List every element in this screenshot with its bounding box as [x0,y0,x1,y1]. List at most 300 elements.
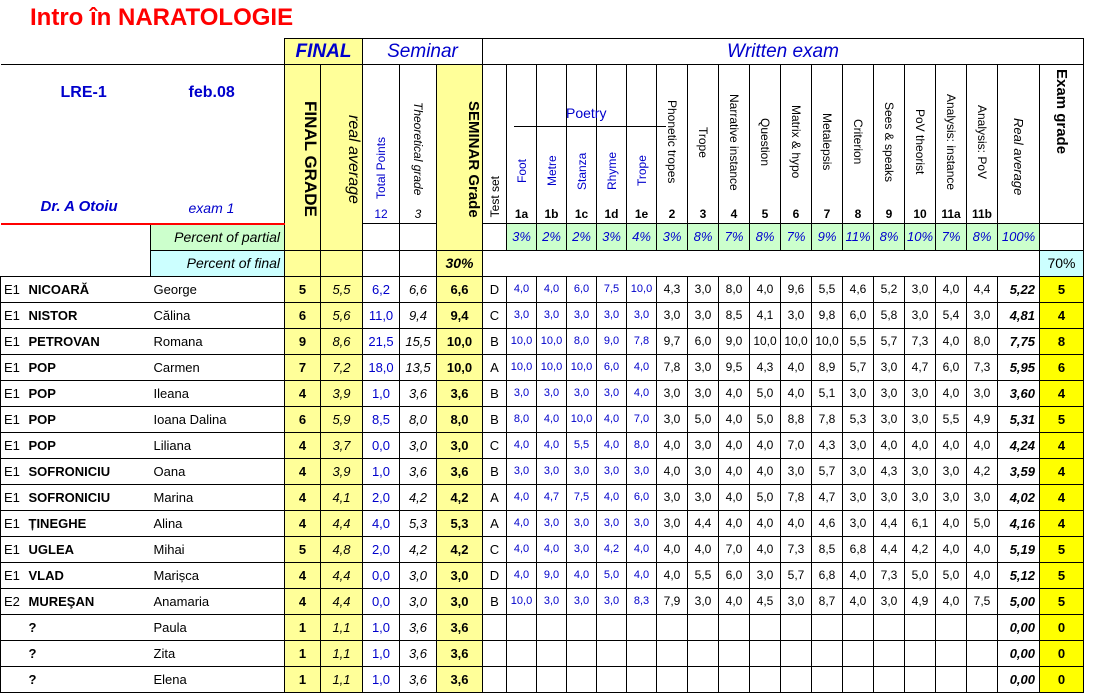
real-average: 5,9 [321,406,363,432]
score-11b [967,640,998,666]
score-1d: 3,0 [597,510,627,536]
seminar-grade: 6,6 [437,276,483,302]
student-surname: ȚINEGHE [25,510,151,536]
student-row[interactable] [1,510,1084,536]
student-first-name: Liliana [151,432,285,458]
score-11a: 5,0 [936,562,967,588]
score-1d: 6,0 [597,354,627,380]
score-6: 7,0 [781,432,812,458]
course-info [1,66,285,221]
question-header-1d [597,65,627,224]
poetry-group-label: Poetry [566,105,607,121]
score-6: 4,0 [781,510,812,536]
score-1e [627,666,657,692]
exam-real-average: 0,00 [998,614,1040,640]
total-points: 4,0 [363,510,400,536]
student-first-name: Marișca [151,562,285,588]
score-1e: 4,0 [627,354,657,380]
score-7: 4,3 [812,432,843,458]
score-6 [781,614,812,640]
blank [363,224,400,251]
score-11b: 3,0 [967,380,998,406]
score-6: 3,0 [781,588,812,614]
score-1c: 3,0 [567,458,597,484]
score-6: 7,8 [781,484,812,510]
final-grade: 4 [285,380,321,406]
score-2: 3,0 [657,484,688,510]
score-10: 4,9 [905,588,936,614]
student-row[interactable] [1,432,1084,458]
student-surname: SOFRONICIU [25,484,151,510]
score-1e: 6,0 [627,484,657,510]
score-11b: 4,9 [967,406,998,432]
score-3: 3,0 [688,380,719,406]
score-6 [781,640,812,666]
exam-real-average: 3,59 [998,458,1040,484]
course-info-box [1,65,285,224]
percent-11b: 8% [967,224,998,251]
theoretical-grade: 3,6 [400,380,437,406]
student-row[interactable] [1,380,1084,406]
score-7: 8,5 [812,536,843,562]
score-1c [567,640,597,666]
exam-grade: 4 [1040,302,1084,328]
question-label: Metalepsis [820,113,834,171]
score-5 [750,614,781,640]
score-2: 4,3 [657,276,688,302]
score-1b: 10,0 [537,354,567,380]
score-9: 7,3 [874,562,905,588]
theoretical-grade: 3,0 [400,562,437,588]
score-10: 5,0 [905,562,936,588]
score-8: 6,8 [843,536,874,562]
score-8: 3,0 [843,380,874,406]
total-points: 11,0 [363,302,400,328]
total-points: 1,0 [363,380,400,406]
score-2 [657,614,688,640]
teacher-label: Dr. A Otoiu [40,198,118,216]
test-set [483,640,507,666]
score-10: 3,0 [905,406,936,432]
question-code: 11a [941,207,961,221]
score-3: 3,0 [688,302,719,328]
score-9: 3,0 [874,380,905,406]
exam-grade: 0 [1040,614,1084,640]
question-label: Stanza [574,152,589,190]
score-9: 5,8 [874,302,905,328]
score-1d: 7,5 [597,276,627,302]
seminar-grade: 3,0 [437,562,483,588]
percent-3: 8% [688,224,719,251]
score-5: 4,0 [750,536,781,562]
exam-real-average: 5,00 [998,588,1040,614]
percent-10: 10% [905,224,936,251]
score-1a: 10,0 [507,354,537,380]
question-code: 9 [885,207,893,221]
score-10: 3,0 [905,276,936,302]
score-4: 8,0 [719,276,750,302]
percent-partial-row [1,224,1084,251]
test-set: A [483,484,507,510]
final-grade: 6 [285,302,321,328]
final-grade: 5 [285,536,321,562]
score-1b [537,640,567,666]
percent-1e: 4% [627,224,657,251]
score-9: 3,0 [874,588,905,614]
student-row[interactable] [1,666,1084,692]
student-row[interactable] [1,276,1084,302]
test-set [483,666,507,692]
percent-9: 8% [874,224,905,251]
test-set: C [483,536,507,562]
exam-grade: 0 [1040,640,1084,666]
score-1e: 8,3 [627,588,657,614]
question-code: 10 [913,207,927,221]
question-code: 11b [971,207,992,221]
score-6: 3,0 [781,302,812,328]
score-1d [597,614,627,640]
student-surname: PETROVAN [25,328,151,354]
student-surname: ? [25,614,151,640]
score-11a: 4,0 [936,276,967,302]
exam-real-average: 5,31 [998,406,1040,432]
student-surname: NICOARĂ [25,276,151,302]
total-points: 0,0 [363,562,400,588]
column-header-row [1,65,1084,224]
score-1a: 3,0 [507,380,537,406]
student-first-name: Marina [151,484,285,510]
real-average: 4,1 [321,484,363,510]
score-1e [627,640,657,666]
student-first-name: Oana [151,458,285,484]
percent-6: 7% [781,224,812,251]
score-8: 4,0 [843,588,874,614]
blank [483,250,1040,276]
score-8: 3,0 [843,458,874,484]
student-row[interactable] [1,640,1084,666]
score-1b: 10,0 [537,328,567,354]
score-8: 3,0 [843,510,874,536]
student-first-name: Ioana Dalina [151,406,285,432]
real-average: 4,4 [321,562,363,588]
theoretical-grade: 9,4 [400,302,437,328]
score-2: 4,0 [657,536,688,562]
student-surname: ? [25,666,151,692]
exam-grade-header [1040,65,1084,224]
score-2: 7,8 [657,354,688,380]
student-row[interactable] [1,536,1084,562]
seminar-grade: 9,4 [437,302,483,328]
score-1d: 3,0 [597,302,627,328]
score-9: 3,0 [874,354,905,380]
student-surname: UGLEA [25,536,151,562]
score-5: 5,0 [750,380,781,406]
student-group: E1 [1,562,25,588]
theoretical-grade-header [400,65,437,224]
score-11b: 7,3 [967,354,998,380]
score-8 [843,640,874,666]
final-section-header: FINAL [285,39,363,65]
question-code: 3 [699,207,707,221]
score-5: 4,3 [750,354,781,380]
score-1d [597,666,627,692]
test-set: B [483,380,507,406]
score-1c: 3,0 [567,510,597,536]
seminar-grade: 8,0 [437,406,483,432]
score-9 [874,614,905,640]
student-group: E2 [1,588,25,614]
score-9: 3,0 [874,484,905,510]
exam-grade: 5 [1040,406,1084,432]
theoretical-grade: 3,6 [400,614,437,640]
student-row[interactable] [1,406,1084,432]
test-set: B [483,458,507,484]
score-3: 3,0 [688,458,719,484]
total-points: 1,0 [363,640,400,666]
final-grade: 1 [285,640,321,666]
exam-real-average: 7,75 [998,328,1040,354]
score-6: 4,0 [781,380,812,406]
student-group: E1 [1,328,25,354]
student-row[interactable] [1,484,1084,510]
score-11a [936,640,967,666]
score-9: 4,4 [874,536,905,562]
score-4: 6,0 [719,562,750,588]
score-2: 3,0 [657,510,688,536]
seminar-grade: 4,2 [437,536,483,562]
score-10: 7,3 [905,328,936,354]
score-11a: 4,0 [936,432,967,458]
score-9: 4,3 [874,458,905,484]
score-7: 4,7 [812,484,843,510]
real-average: 5,5 [321,276,363,302]
question-label: Criterion [851,119,865,165]
score-6: 3,0 [781,458,812,484]
real-average: 4,4 [321,510,363,536]
score-4 [719,666,750,692]
final-grade: 6 [285,406,321,432]
seminar-grade: 3,0 [437,432,483,458]
score-10: 6,1 [905,510,936,536]
seminar-grade: 3,6 [437,380,483,406]
section-header-row [1,39,1084,65]
score-1b: 3,0 [537,380,567,406]
real-average-label: real average [345,114,362,204]
exam-grade: 4 [1040,458,1084,484]
question-label: Analysis: PoV [975,104,989,180]
student-group: E1 [1,380,25,406]
score-11b: 4,0 [967,432,998,458]
score-5: 4,0 [750,510,781,536]
score-11a [936,614,967,640]
score-1c: 3,0 [567,302,597,328]
percent-partial-label: Percent of partial [151,224,285,251]
score-11a: 5,4 [936,302,967,328]
score-4: 9,5 [719,354,750,380]
student-group: E1 [1,276,25,302]
score-1c: 3,0 [567,536,597,562]
score-8: 6,0 [843,302,874,328]
score-4: 4,0 [719,458,750,484]
blank [285,250,321,276]
real-average: 3,7 [321,432,363,458]
score-6: 9,6 [781,276,812,302]
score-1e [627,614,657,640]
percent-11a: 7% [936,224,967,251]
student-row[interactable] [1,328,1084,354]
exam-real-average: 5,12 [998,562,1040,588]
exam-grade: 5 [1040,588,1084,614]
question-code: 4 [730,207,738,221]
student-first-name: Zita [151,640,285,666]
score-6 [781,666,812,692]
exam-real-average: 4,24 [998,432,1040,458]
real-average: 8,6 [321,328,363,354]
score-2: 4,0 [657,432,688,458]
exam-grade: 5 [1040,536,1084,562]
score-7: 6,8 [812,562,843,588]
real-average: 4,8 [321,536,363,562]
test-set: A [483,354,507,380]
theoretical-grade: 13,5 [400,354,437,380]
final-grade: 9 [285,328,321,354]
theoretical-grade-label: Theoretical grade [411,102,425,196]
score-1d: 4,0 [597,432,627,458]
final-grade: 1 [285,666,321,692]
score-1b: 4,0 [537,406,567,432]
blank [483,224,507,251]
seminar-grade: 3,6 [437,458,483,484]
student-row[interactable] [1,458,1084,484]
student-group: E1 [1,406,25,432]
score-1b: 9,0 [537,562,567,588]
question-code: 2 [668,207,676,221]
score-3: 3,0 [688,354,719,380]
score-11a: 4,0 [936,536,967,562]
test-set: D [483,562,507,588]
score-1d: 3,0 [597,588,627,614]
question-code: 1d [604,207,619,221]
score-3 [688,666,719,692]
score-1c: 7,5 [567,484,597,510]
exam-real-average: 0,00 [998,666,1040,692]
score-10: 4,7 [905,354,936,380]
student-group: E1 [1,510,25,536]
percent-5: 8% [750,224,781,251]
exam-real-average: 5,22 [998,276,1040,302]
score-1c: 4,0 [567,562,597,588]
score-1a: 3,0 [507,302,537,328]
score-4: 4,0 [719,484,750,510]
score-11b [967,666,998,692]
seminar-grade-label: SEMINAR Grade [465,100,482,218]
score-2 [657,666,688,692]
score-1e: 8,0 [627,432,657,458]
score-11b: 4,4 [967,276,998,302]
score-1e: 7,0 [627,406,657,432]
score-11b: 7,5 [967,588,998,614]
score-1a: 4,0 [507,536,537,562]
question-header-1e [627,65,657,224]
student-group [1,614,25,640]
score-4: 4,0 [719,380,750,406]
score-1d [597,640,627,666]
blank [1,224,151,251]
score-11a: 4,0 [936,328,967,354]
score-1a: 3,0 [507,458,537,484]
percent-final-row [1,250,1084,276]
score-1c: 3,0 [567,380,597,406]
exam-grade: 4 [1040,510,1084,536]
student-row[interactable] [1,354,1084,380]
score-11a: 3,0 [936,484,967,510]
score-11b: 4,2 [967,458,998,484]
percent-4: 7% [719,224,750,251]
seminar-grade: 3,6 [437,614,483,640]
seminar-grade-header [437,65,483,251]
score-10 [905,666,936,692]
score-1c: 6,0 [567,276,597,302]
real-average: 7,2 [321,354,363,380]
exam-real-average: 3,60 [998,380,1040,406]
student-row[interactable] [1,614,1084,640]
score-1a: 4,0 [507,510,537,536]
score-11a: 4,0 [936,588,967,614]
percent-2: 3% [657,224,688,251]
question-header-7 [812,65,843,224]
score-1e: 4,0 [627,536,657,562]
exam-grade: 5 [1040,276,1084,302]
theoretical-grade: 6,6 [400,276,437,302]
score-7: 9,8 [812,302,843,328]
exam-grade: 4 [1040,484,1084,510]
score-5 [750,640,781,666]
student-row[interactable] [1,562,1084,588]
student-group [1,666,25,692]
real-average-header [321,65,363,251]
score-9 [874,666,905,692]
score-11b: 3,0 [967,484,998,510]
question-label: Rhyme [604,152,619,191]
final-grade: 4 [285,432,321,458]
student-row[interactable] [1,302,1084,328]
seminar-grade: 4,2 [437,484,483,510]
student-group: E1 [1,354,25,380]
student-row[interactable] [1,588,1084,614]
seminar-grade: 3,6 [437,666,483,692]
student-surname: ? [25,640,151,666]
final-grade: 4 [285,484,321,510]
student-first-name: Romana [151,328,285,354]
question-label: Trope [696,126,710,158]
score-1b: 4,0 [537,536,567,562]
score-3: 5,0 [688,406,719,432]
test-set-header [483,65,507,224]
real-average: 3,9 [321,458,363,484]
percent-1c: 2% [567,224,597,251]
score-1d: 4,0 [597,406,627,432]
question-label: Trope [634,155,649,187]
student-surname: POP [25,380,151,406]
score-3 [688,640,719,666]
score-6: 5,7 [781,562,812,588]
student-group: E1 [1,458,25,484]
question-header-11b [967,65,998,224]
score-1e: 3,0 [627,458,657,484]
student-first-name: Elena [151,666,285,692]
theoretical-grade: 5,3 [400,510,437,536]
score-1c [567,614,597,640]
